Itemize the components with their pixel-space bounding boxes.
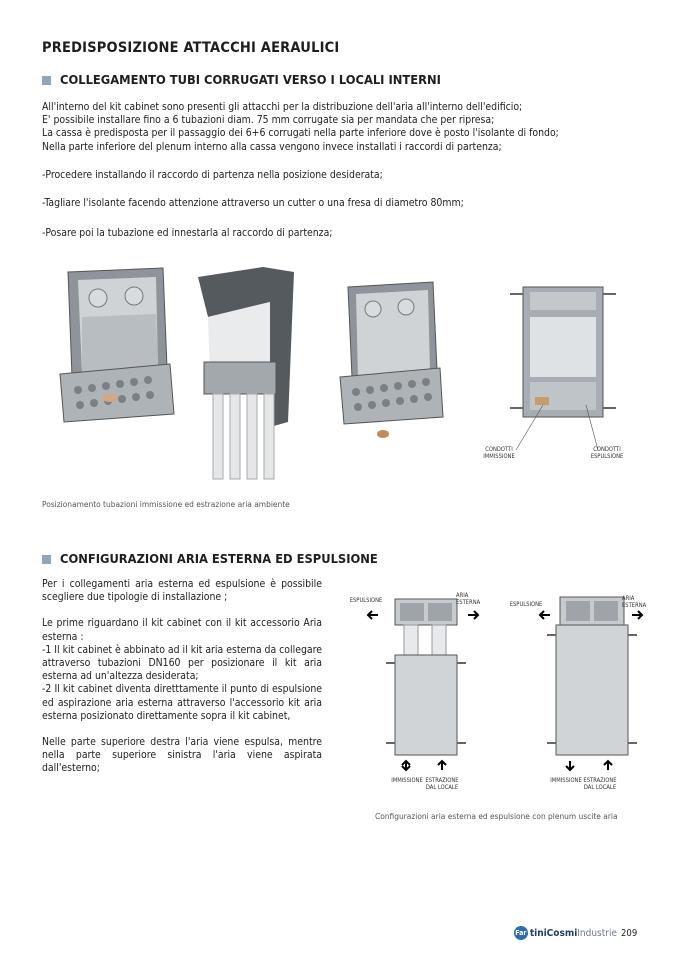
brand-logo — [514, 926, 617, 940]
brand-main: tiniCosmi — [529, 927, 578, 939]
paragraph: -1 Il kit cabinet è abbinato ad il kit aria esterna da collegare attraverso tubazioni DN160 per posizionare il kit aria esterna ad un'altezza desiderata; — [42, 643, 322, 683]
label-aria-esterna-2: ARIA ESTERNA — [622, 596, 647, 609]
paragraph: Nelle parte superiore destra l'aria viene espulsa, mentre nella parte superiore sinistra l'aria viene aspirata dall'esterno; — [42, 736, 322, 775]
bullet-square-icon — [42, 555, 51, 564]
section-heading-configurazioni — [42, 552, 378, 567]
spacer — [42, 604, 322, 617]
bullet-square-icon — [42, 76, 51, 85]
label-estrazione-1: ESTRAZIONE DAL LOCALE — [425, 778, 459, 791]
section-heading-text: CONFIGURAZIONI ARIA ESTERNA ED ESPULSIONE — [60, 552, 378, 567]
paragraph: -2 Il kit cabinet diventa diretttamente il punto di espulsione ed aspirazione aria esterna attraverso l'accessorio kit aria esterna posizionato direttamente sopra il kit cabinet, — [42, 683, 322, 722]
label-estrazione-2: ESTRAZIONE DAL LOCALE — [583, 778, 617, 791]
paragraph: Per i collegamenti aria esterna ed espulsione è possibile scegliere due tipologie di installazione ; — [42, 578, 322, 604]
step-2: -Tagliare l'isolante facendo attenzione attraverso un cutter o una fresa di diametro 80mm; — [42, 197, 464, 209]
page-title: PREDISPOSIZIONE ATTACCHI AERAULICI — [42, 40, 340, 56]
installation-photos — [38, 262, 642, 492]
photo-cabinet-hand — [60, 268, 174, 422]
step-1: -Procedere installando il raccordo di partenza nella posizione desiderata; — [42, 169, 383, 181]
section-heading-tubi — [42, 73, 441, 88]
label-aria-esterna-1: ARIA ESTERNA — [456, 593, 481, 606]
label-immissione-2: IMMISSIONE — [550, 778, 582, 784]
page-number: 209 — [621, 928, 638, 939]
brand-sub: Industrie — [577, 927, 617, 939]
intro-line: Nella parte inferiore del plenum interno alla cassa vengono invece installati i raccordi di partenza; — [42, 140, 502, 153]
label-espulsione-2: ESPULSIONE — [509, 602, 543, 608]
brand-badge: Far — [514, 926, 528, 940]
label-condotti-immissione: CONDOTTI IMMISSIONE — [483, 447, 515, 460]
configurazioni-text — [42, 578, 322, 776]
intro-line: All'interno del kit cabinet sono presenti gli attacchi per la distribuzione dell'aria all'interno dell'edificio; — [42, 101, 523, 113]
intro-paragraph — [42, 101, 642, 154]
photo-front-view — [510, 287, 616, 450]
label-condotti-espulsione: CONDOTTI ESPULSIONE — [590, 447, 624, 460]
photo-cabinet-fitting — [340, 282, 443, 438]
label-espulsione-1: ESPULSIONE — [349, 598, 383, 604]
step-3: -Posare poi la tubazione ed innestarla al raccordo di partenza; — [42, 227, 333, 239]
spacer — [42, 723, 322, 736]
diagram-config-2 — [540, 597, 642, 770]
intro-line: E' possibile installare fino a 6 tubazioni diam. 75 mm corrugate sia per mandata che per ripresa; — [42, 114, 495, 127]
section-heading-text: COLLEGAMENTO TUBI CORRUGATI VERSO I LOCALI INTERNI — [60, 73, 441, 88]
figure-caption-1: Posizionamento tubazioni immissione ed estrazione aria ambiente — [42, 499, 290, 509]
diagram-config-1 — [368, 599, 478, 770]
label-immissione-1: IMMISSIONE — [391, 778, 423, 784]
figure-caption-2: Configurazioni aria esterna ed espulsione con plenum uscite aria — [375, 811, 618, 821]
photo-frame-tubes — [198, 267, 294, 479]
paragraph: Le prime riguardano il kit cabinet con il kit accessorio Aria esterna : — [42, 617, 322, 643]
intro-line: La cassa è predisposta per il passaggio dei 6+6 corrugati nella parte inferiore dove è posto l'isolante di fondo; — [42, 127, 559, 140]
configuration-diagrams — [340, 585, 650, 795]
